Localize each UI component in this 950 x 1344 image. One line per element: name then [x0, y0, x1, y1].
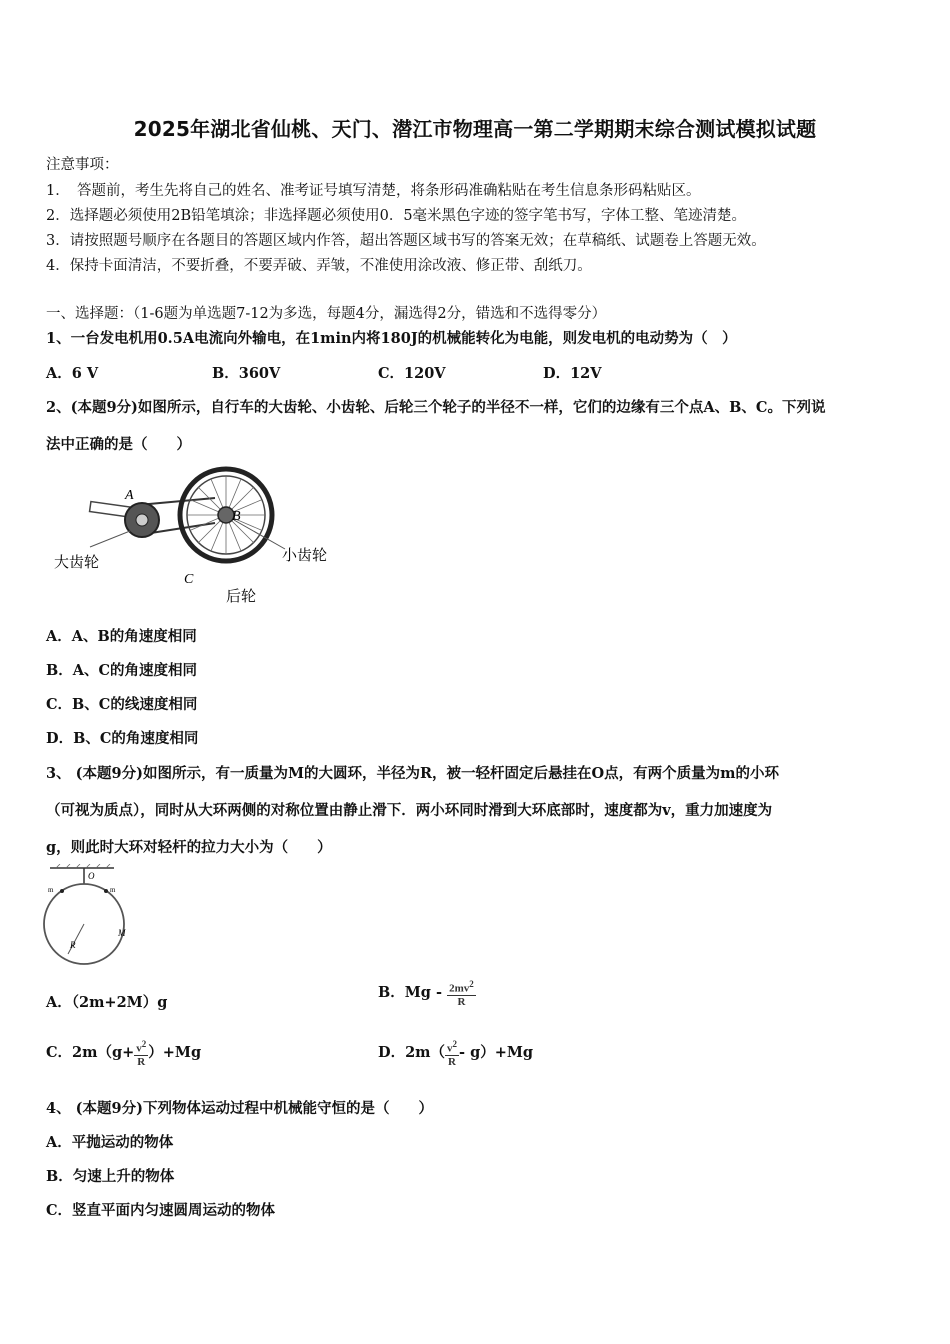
- q1-option-c: C．120V: [378, 365, 446, 382]
- q3-option-b-denominator: R: [457, 995, 466, 1008]
- q3-option-d-numerator: v: [447, 1042, 453, 1055]
- q3-option-c-exponent: 2: [141, 1039, 147, 1049]
- point-c-label: C: [184, 572, 194, 587]
- point-b-label: B: [232, 509, 241, 524]
- mass-left-label: m: [48, 886, 54, 894]
- q3-stem-line1: 3、 (本题9分)如图所示，有一质量为M的大圆环，半径为R，被一轻杆固定后悬挂在O点，有两个质量为m的小环: [46, 765, 780, 782]
- q3-option-d-denominator: R: [448, 1055, 456, 1068]
- q3-option-c-prefix: C．2m（g+: [46, 1043, 135, 1061]
- notice-item-2: 2．选择题必须使用2B铅笔填涂；非选择题必须使用0．5毫米黑色字迹的签字笔书写，字体工整、笔迹清楚。: [46, 208, 747, 224]
- page-title: 2025年湖北省仙桃、天门、潜江市物理高一第二学期期末综合测试模拟试题: [133, 117, 817, 141]
- point-o-label: O: [88, 871, 95, 881]
- q4-option-c-text: C．竖直平面内匀速圆周运动的物体: [46, 1202, 276, 1219]
- small-ring-right: [104, 889, 108, 893]
- q4-option-b: [46, 1165, 174, 1186]
- q2-stem-line2: 法中正确的是（ ）: [46, 436, 191, 453]
- big-gear-label: 大齿轮: [54, 553, 100, 571]
- big-gear-leader: [90, 531, 130, 547]
- q1-option-d: D．12V: [543, 365, 602, 382]
- q3-option-b-numerator: 2mv: [449, 982, 470, 995]
- q3-option-c-suffix: ）+Mg: [148, 1043, 202, 1061]
- q3-option-a: A．（2m+2M）g: [46, 994, 168, 1011]
- q4-option-c: [46, 1199, 275, 1220]
- q1-stem: 1、一台发电机用0.5A电流向外输电，在1min内将180J的机械能转化为电能，则发电机的电动势为（ ）: [46, 330, 737, 347]
- q3-option-d-exponent: 2: [452, 1039, 458, 1049]
- q3-option-c-fraction: [134, 1038, 148, 1068]
- rear-wheel-label: 后轮: [226, 587, 257, 605]
- bicycle-gears-figure: [50, 465, 342, 607]
- q2-option-c: C．B、C的线速度相同: [46, 696, 198, 713]
- q3-option-d-suffix: - g）+Mg: [459, 1043, 534, 1061]
- q3-option-b-exponent: 2: [469, 979, 474, 989]
- q3-option-c: [46, 1038, 201, 1068]
- q2-option-a: A．A、B的角速度相同: [46, 628, 197, 645]
- small-gear-label: 小齿轮: [282, 546, 328, 564]
- notice-item-3: 3．请按照题号顺序在各题目的答题区域内作答，超出答题区域书写的答案无效；在草稿纸、试题卷上答题无效。: [46, 233, 766, 249]
- radius-label: R: [70, 940, 76, 950]
- notice-item-4: 4．保持卡面清洁，不要折叠，不要弄破、弄皱，不准使用涂改液、修正带、刮纸刀。: [46, 258, 592, 274]
- q3-option-b-fraction: [447, 978, 476, 1008]
- notice-heading: 注意事项：: [46, 157, 119, 173]
- mass-big-label: M: [118, 928, 126, 938]
- section-heading: 一、选择题：（1-6题为单选题7-12为多选，每题4分，漏选得2分，错选和不选得零分）: [46, 306, 607, 322]
- q3-option-b: [378, 978, 476, 1008]
- q2-option-b: B．A、C的角速度相同: [46, 662, 198, 679]
- q2-option-d: D．B、C的角速度相同: [46, 730, 199, 747]
- q4-option-b-text: B．匀速上升的物体: [46, 1168, 175, 1185]
- q3-stem-line3: g，则此时大环对轻杆的拉力大小为（ ）: [46, 839, 332, 856]
- q3-option-d: [378, 1038, 533, 1068]
- q4-option-a: [46, 1131, 173, 1152]
- q4-option-a-text: A．平抛运动的物体: [46, 1134, 174, 1151]
- q3-stem-line2: （可视为质点），同时从大环两侧的对称位置由静止滑下．两小环同时滑到大环底部时，速度都为v，重力加速度为: [46, 802, 773, 819]
- q4-stem: 4、 (本题9分)下列物体运动过程中机械能守恒的是（ ）: [46, 1100, 433, 1117]
- q3-option-d-fraction: [445, 1038, 459, 1068]
- q3-option-c-numerator: v: [136, 1042, 142, 1055]
- q1-option-b: B．360V: [212, 365, 281, 382]
- ring-figure: [42, 864, 134, 968]
- small-ring-left: [60, 889, 64, 893]
- q1-option-a: A．6 V: [46, 365, 99, 382]
- mass-right-label: m: [110, 886, 116, 894]
- q3-option-c-denominator: R: [137, 1055, 146, 1068]
- q3-option-d-prefix: D．2m（: [378, 1043, 446, 1061]
- point-a-label: A: [125, 488, 134, 503]
- q3-option-b-prefix: B．Mg -: [378, 983, 443, 1001]
- big-gear-hub: [136, 514, 148, 526]
- q2-stem-line1: 2、(本题9分)如图所示，自行车的大齿轮、小齿轮、后轮三个轮子的半径不一样，它们的边缘有三个点A、B、C。下列说: [46, 399, 826, 416]
- notice-item-1: 1． 答题前，考生先将自己的姓名、准考证号填写清楚，将条形码准确粘贴在考生信息条形码粘贴区。: [46, 183, 701, 199]
